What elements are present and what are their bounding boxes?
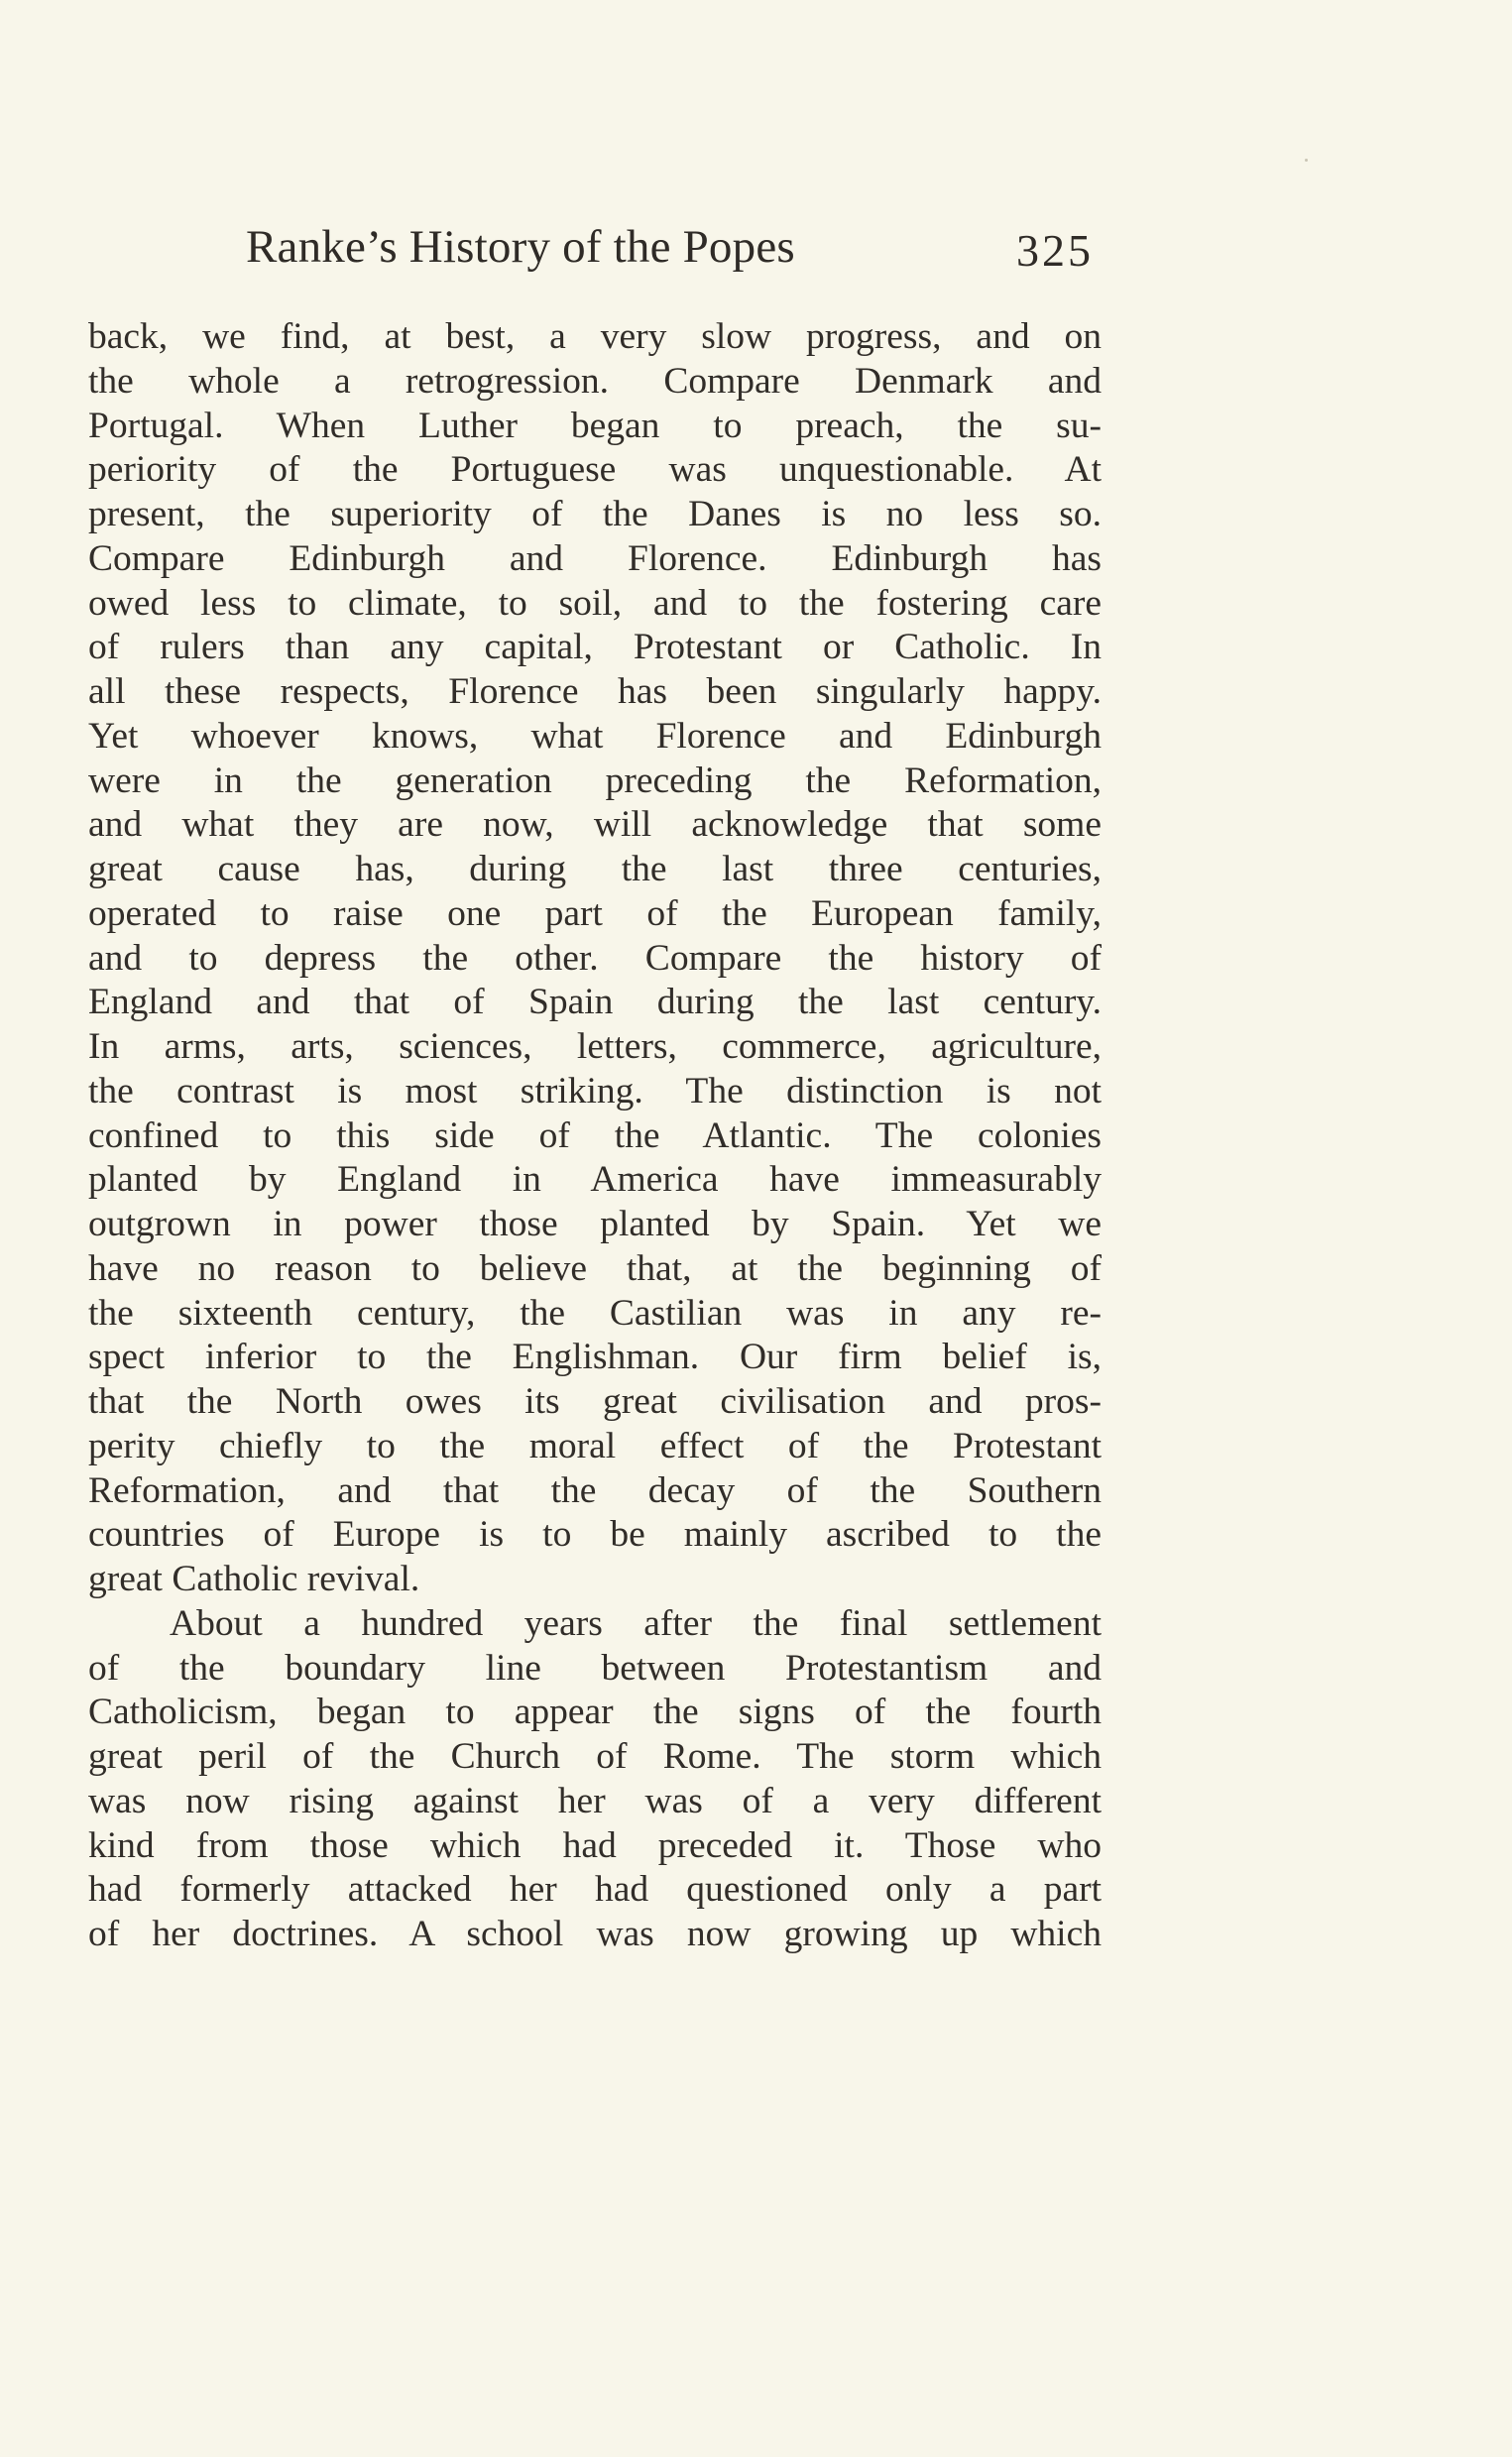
- text-line: Catholicism, began to appear the signs of the fourth: [88, 1692, 1102, 1733]
- text-line: of her doctrines. A school was now growing up which: [88, 1914, 1102, 1954]
- running-title: Ranke’s History of the Popes: [246, 221, 795, 273]
- text-line: planted by England in America have immeasurably: [88, 1159, 1102, 1201]
- text-line: spect inferior to the Englishman. Our firm belief is,: [88, 1337, 1102, 1378]
- text-line: back, we find, at best, a very slow progress, and on: [88, 316, 1102, 357]
- text-line: that the North owes its great civilisation and pros-: [88, 1381, 1102, 1422]
- text-line: and to depress the other. Compare the history of: [88, 937, 1102, 979]
- text-line: of rulers than any capital, Protestant or Catholic. In: [88, 627, 1102, 668]
- text-line: have no reason to believe that, at the beginning of: [88, 1247, 1102, 1289]
- page-number: 325: [1016, 225, 1094, 276]
- text-line: were in the generation preceding the Reformation,: [88, 760, 1102, 801]
- text-line: the contrast is most striking. The distinction is not: [88, 1070, 1102, 1112]
- text-line: operated to raise one part of the European family,: [88, 892, 1102, 934]
- text-line: Yet whoever knows, what Florence and Edinburgh: [88, 715, 1102, 757]
- text-line: Reformation, and that the decay of the Southern: [88, 1469, 1102, 1511]
- text-line: Compare Edinburgh and Florence. Edinburgh has: [88, 537, 1102, 579]
- text-line: great peril of the Church of Rome. The storm which: [88, 1736, 1102, 1777]
- text-line: was now rising against her was of a very different: [88, 1780, 1102, 1821]
- text-line: perity chiefly to the moral effect of the Protestant: [88, 1425, 1102, 1466]
- text-line: had formerly attacked her had questioned only a part: [88, 1869, 1102, 1911]
- text-line: England and that of Spain during the last century.: [88, 982, 1102, 1023]
- running-head: [246, 220, 1094, 290]
- text-line: periority of the Portuguese was unquestionable. At: [88, 449, 1102, 491]
- text-line: and what they are now, will acknowledge that some: [88, 804, 1102, 846]
- text-line: great Catholic revival.: [88, 1559, 420, 1599]
- text-line: owed less to climate, to soil, and to the fostering care: [88, 582, 1102, 624]
- text-line: the whole a retrogression. Compare Denmark and: [88, 360, 1102, 402]
- text-line: all these respects, Florence has been singularly happy.: [88, 671, 1102, 712]
- text-line: the sixteenth century, the Castilian was in any re-: [88, 1292, 1102, 1334]
- text-line: Portugal. When Luther began to preach, the su-: [88, 405, 1102, 446]
- text-line: About a hundred years after the final settlement: [170, 1602, 1102, 1644]
- text-line: In arms, arts, sciences, letters, commerce, agriculture,: [88, 1026, 1102, 1067]
- text-line: present, the superiority of the Danes is no less so.: [88, 494, 1102, 534]
- body-text: [88, 315, 1102, 1957]
- text-line: of the boundary line between Protestantism and: [88, 1647, 1102, 1689]
- page-speck: [1305, 159, 1308, 162]
- text-line: confined to this side of the Atlantic. The colonies: [88, 1114, 1102, 1156]
- text-line: countries of Europe is to be mainly ascribed to the: [88, 1514, 1102, 1556]
- text-line: outgrown in power those planted by Spain. Yet we: [88, 1204, 1102, 1244]
- text-line: great cause has, during the last three centuries,: [88, 849, 1102, 889]
- text-line: kind from those which had preceded it. Those who: [88, 1824, 1102, 1866]
